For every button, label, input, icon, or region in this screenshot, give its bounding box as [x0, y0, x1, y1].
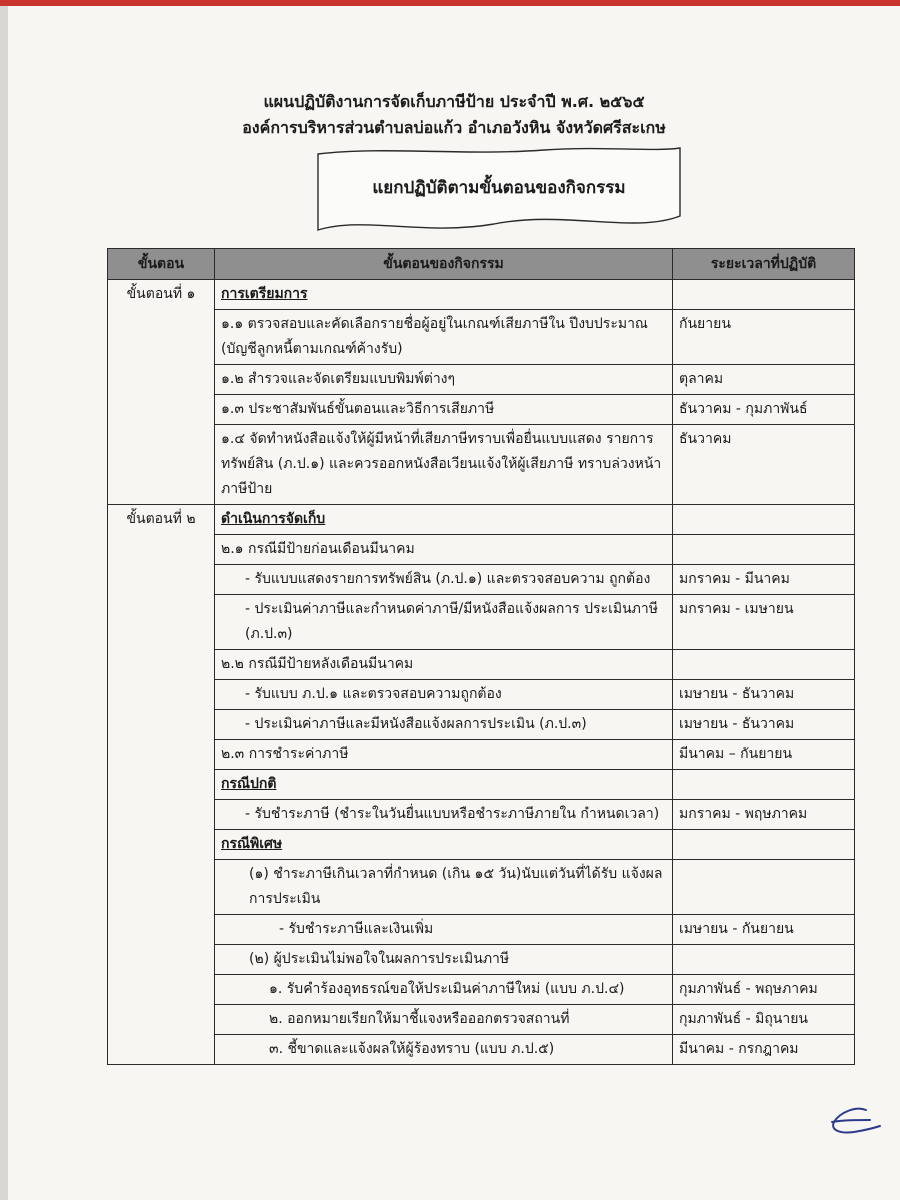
period-cell: เมษายน - กันยายน	[673, 915, 855, 945]
activity-cell	[215, 280, 673, 310]
table-row	[108, 395, 855, 425]
table-row	[108, 310, 855, 365]
activity-plan-table	[107, 248, 855, 1065]
table-row	[108, 595, 855, 650]
section-heading: กรณีปกติ	[221, 776, 277, 792]
table-row	[108, 740, 855, 770]
table-row	[108, 425, 855, 505]
activity-cell	[215, 505, 673, 535]
organization-line: องค์การบริหารส่วนตำบลบ่อแก้ว อำเภอวังหิน จังหวัดศรีสะเกษ	[242, 118, 666, 137]
period-cell: มกราคม - พฤษภาคม	[673, 800, 855, 830]
period-cell: เมษายน - ธันวาคม	[673, 680, 855, 710]
table-row	[108, 680, 855, 710]
handwritten-signature	[826, 1104, 882, 1138]
activity-cell: ๒.๒ กรณีมีป้ายหลังเดือนมีนาคม	[215, 650, 673, 680]
period-cell: กันยายน	[673, 310, 855, 365]
period-cell	[673, 830, 855, 860]
activity-cell: ๒. ออกหมายเรียกให้มาชี้แจงหรือออกตรวจสถานที่	[215, 1005, 673, 1035]
period-cell	[673, 945, 855, 975]
table-row	[108, 860, 855, 915]
activity-cell: ๓. ชี้ขาดและแจ้งผลให้ผู้ร้องทราบ (แบบ ภ.ป.๕)	[215, 1035, 673, 1065]
activity-cell: (๑) ชำระภาษีเกินเวลาที่กำหนด (เกิน ๑๕ วัน)นับแต่วันที่ได้รับ แจ้งผลการประเมิน	[215, 860, 673, 915]
table-row	[108, 1005, 855, 1035]
period-cell: ธันวาคม	[673, 425, 855, 505]
table-row	[108, 830, 855, 860]
table-row	[108, 770, 855, 800]
period-cell	[673, 505, 855, 535]
activity-cell	[215, 830, 673, 860]
period-cell	[673, 280, 855, 310]
period-cell	[673, 650, 855, 680]
period-cell	[673, 860, 855, 915]
period-cell: ธันวาคม - กุมภาพันธ์	[673, 395, 855, 425]
activity-cell	[215, 770, 673, 800]
activity-cell: ๑.๔ จัดทำหนังสือแจ้งให้ผู้มีหน้าที่เสียภาษีทราบเพื่อยื่นแบบแสดง รายการทรัพย์สิน (ภ.ป.๑) และควรออกหนังสือเวียนแจ้งให้ผู้เสียภาษี ทราบล่วงหน้าภาษีป้าย	[215, 425, 673, 505]
period-cell: มีนาคม - กรกฎาคม	[673, 1035, 855, 1065]
activity-cell: - รับแบบแสดงรายการทรัพย์สิน (ภ.ป.๑) และตรวจสอบความ ถูกต้อง	[215, 565, 673, 595]
period-cell	[673, 770, 855, 800]
section-heading: การเตรียมการ	[221, 286, 308, 302]
column-header-period: ระยะเวลาที่ปฏิบัติ	[673, 249, 855, 280]
period-cell	[673, 535, 855, 565]
activity-cell: ๑. รับคำร้องอุทธรณ์ขอให้ประเมินค่าภาษีใหม่ (แบบ ภ.ป.๔)	[215, 975, 673, 1005]
activity-cell: (๒) ผู้ประเมินไม่พอใจในผลการประเมินภาษี	[215, 945, 673, 975]
banner-title: แยกปฏิบัติตามขั้นตอนของกิจกรรม	[372, 178, 626, 198]
section-heading: กรณีพิเศษ	[221, 836, 283, 852]
table-row	[108, 280, 855, 310]
table-row	[108, 975, 855, 1005]
activity-cell: ๑.๒ สำรวจและจัดเตรียมแบบพิมพ์ต่างๆ	[215, 365, 673, 395]
activity-cell: ๑.๓ ประชาสัมพันธ์ขั้นตอนและวิธีการเสียภาษี	[215, 395, 673, 425]
activity-cell: - รับแบบ ภ.ป.๑ และตรวจสอบความถูกต้อง	[215, 680, 673, 710]
activity-cell: ๒.๓ การชำระค่าภาษี	[215, 740, 673, 770]
table-row	[108, 1035, 855, 1065]
activity-cell: ๑.๑ ตรวจสอบและคัดเลือกรายชื่อผู้อยู่ในเกณฑ์เสียภาษีใน ปีงบประมาณ (บัญชีลูกหนี้ตามเกณฑ์ค้างรับ)	[215, 310, 673, 365]
activity-cell: ๒.๑ กรณีมีป้ายก่อนเดือนมีนาคม	[215, 535, 673, 565]
activity-cell: - ประเมินค่าภาษีและกำหนดค่าภาษี/มีหนังสือแจ้งผลการ ประเมินภาษี (ภ.ป.๓)	[215, 595, 673, 650]
period-cell: มกราคม - เมษายน	[673, 595, 855, 650]
section-heading: ดำเนินการจัดเก็บ	[221, 511, 326, 527]
period-cell: มกราคม - มีนาคม	[673, 565, 855, 595]
activity-cell: - ประเมินค่าภาษีและมีหนังสือแจ้งผลการประเมิน (ภ.ป.๓)	[215, 710, 673, 740]
step-label: ขั้นตอนที่ ๑	[108, 280, 215, 505]
table-row	[108, 710, 855, 740]
period-cell: ตุลาคม	[673, 365, 855, 395]
table-row	[108, 535, 855, 565]
period-cell: เมษายน - ธันวาคม	[673, 710, 855, 740]
step-label: ขั้นตอนที่ ๒	[108, 505, 215, 1065]
table-row	[108, 945, 855, 975]
document-title: แผนปฏิบัติงานการจัดเก็บภาษีป้าย ประจำปี พ.ศ. ๒๕๖๕	[263, 92, 645, 111]
period-cell: มีนาคม – กันยายน	[673, 740, 855, 770]
table-row	[108, 915, 855, 945]
column-header-step: ขั้นตอน	[108, 249, 215, 280]
period-cell: กุมภาพันธ์ - พฤษภาคม	[673, 975, 855, 1005]
banner-box	[314, 144, 684, 234]
column-header-activity: ขั้นตอนของกิจกรรม	[215, 249, 673, 280]
table-row	[108, 565, 855, 595]
table-row	[108, 365, 855, 395]
table-row	[108, 800, 855, 830]
table-row	[108, 650, 855, 680]
period-cell: กุมภาพันธ์ - มิถุนายน	[673, 1005, 855, 1035]
activity-cell: - รับชำระภาษีและเงินเพิ่ม	[215, 915, 673, 945]
table-row	[108, 505, 855, 535]
activity-cell: - รับชำระภาษี (ชำระในวันยื่นแบบหรือชำระภาษีภายใน กำหนดเวลา)	[215, 800, 673, 830]
table-header-row	[108, 249, 855, 280]
